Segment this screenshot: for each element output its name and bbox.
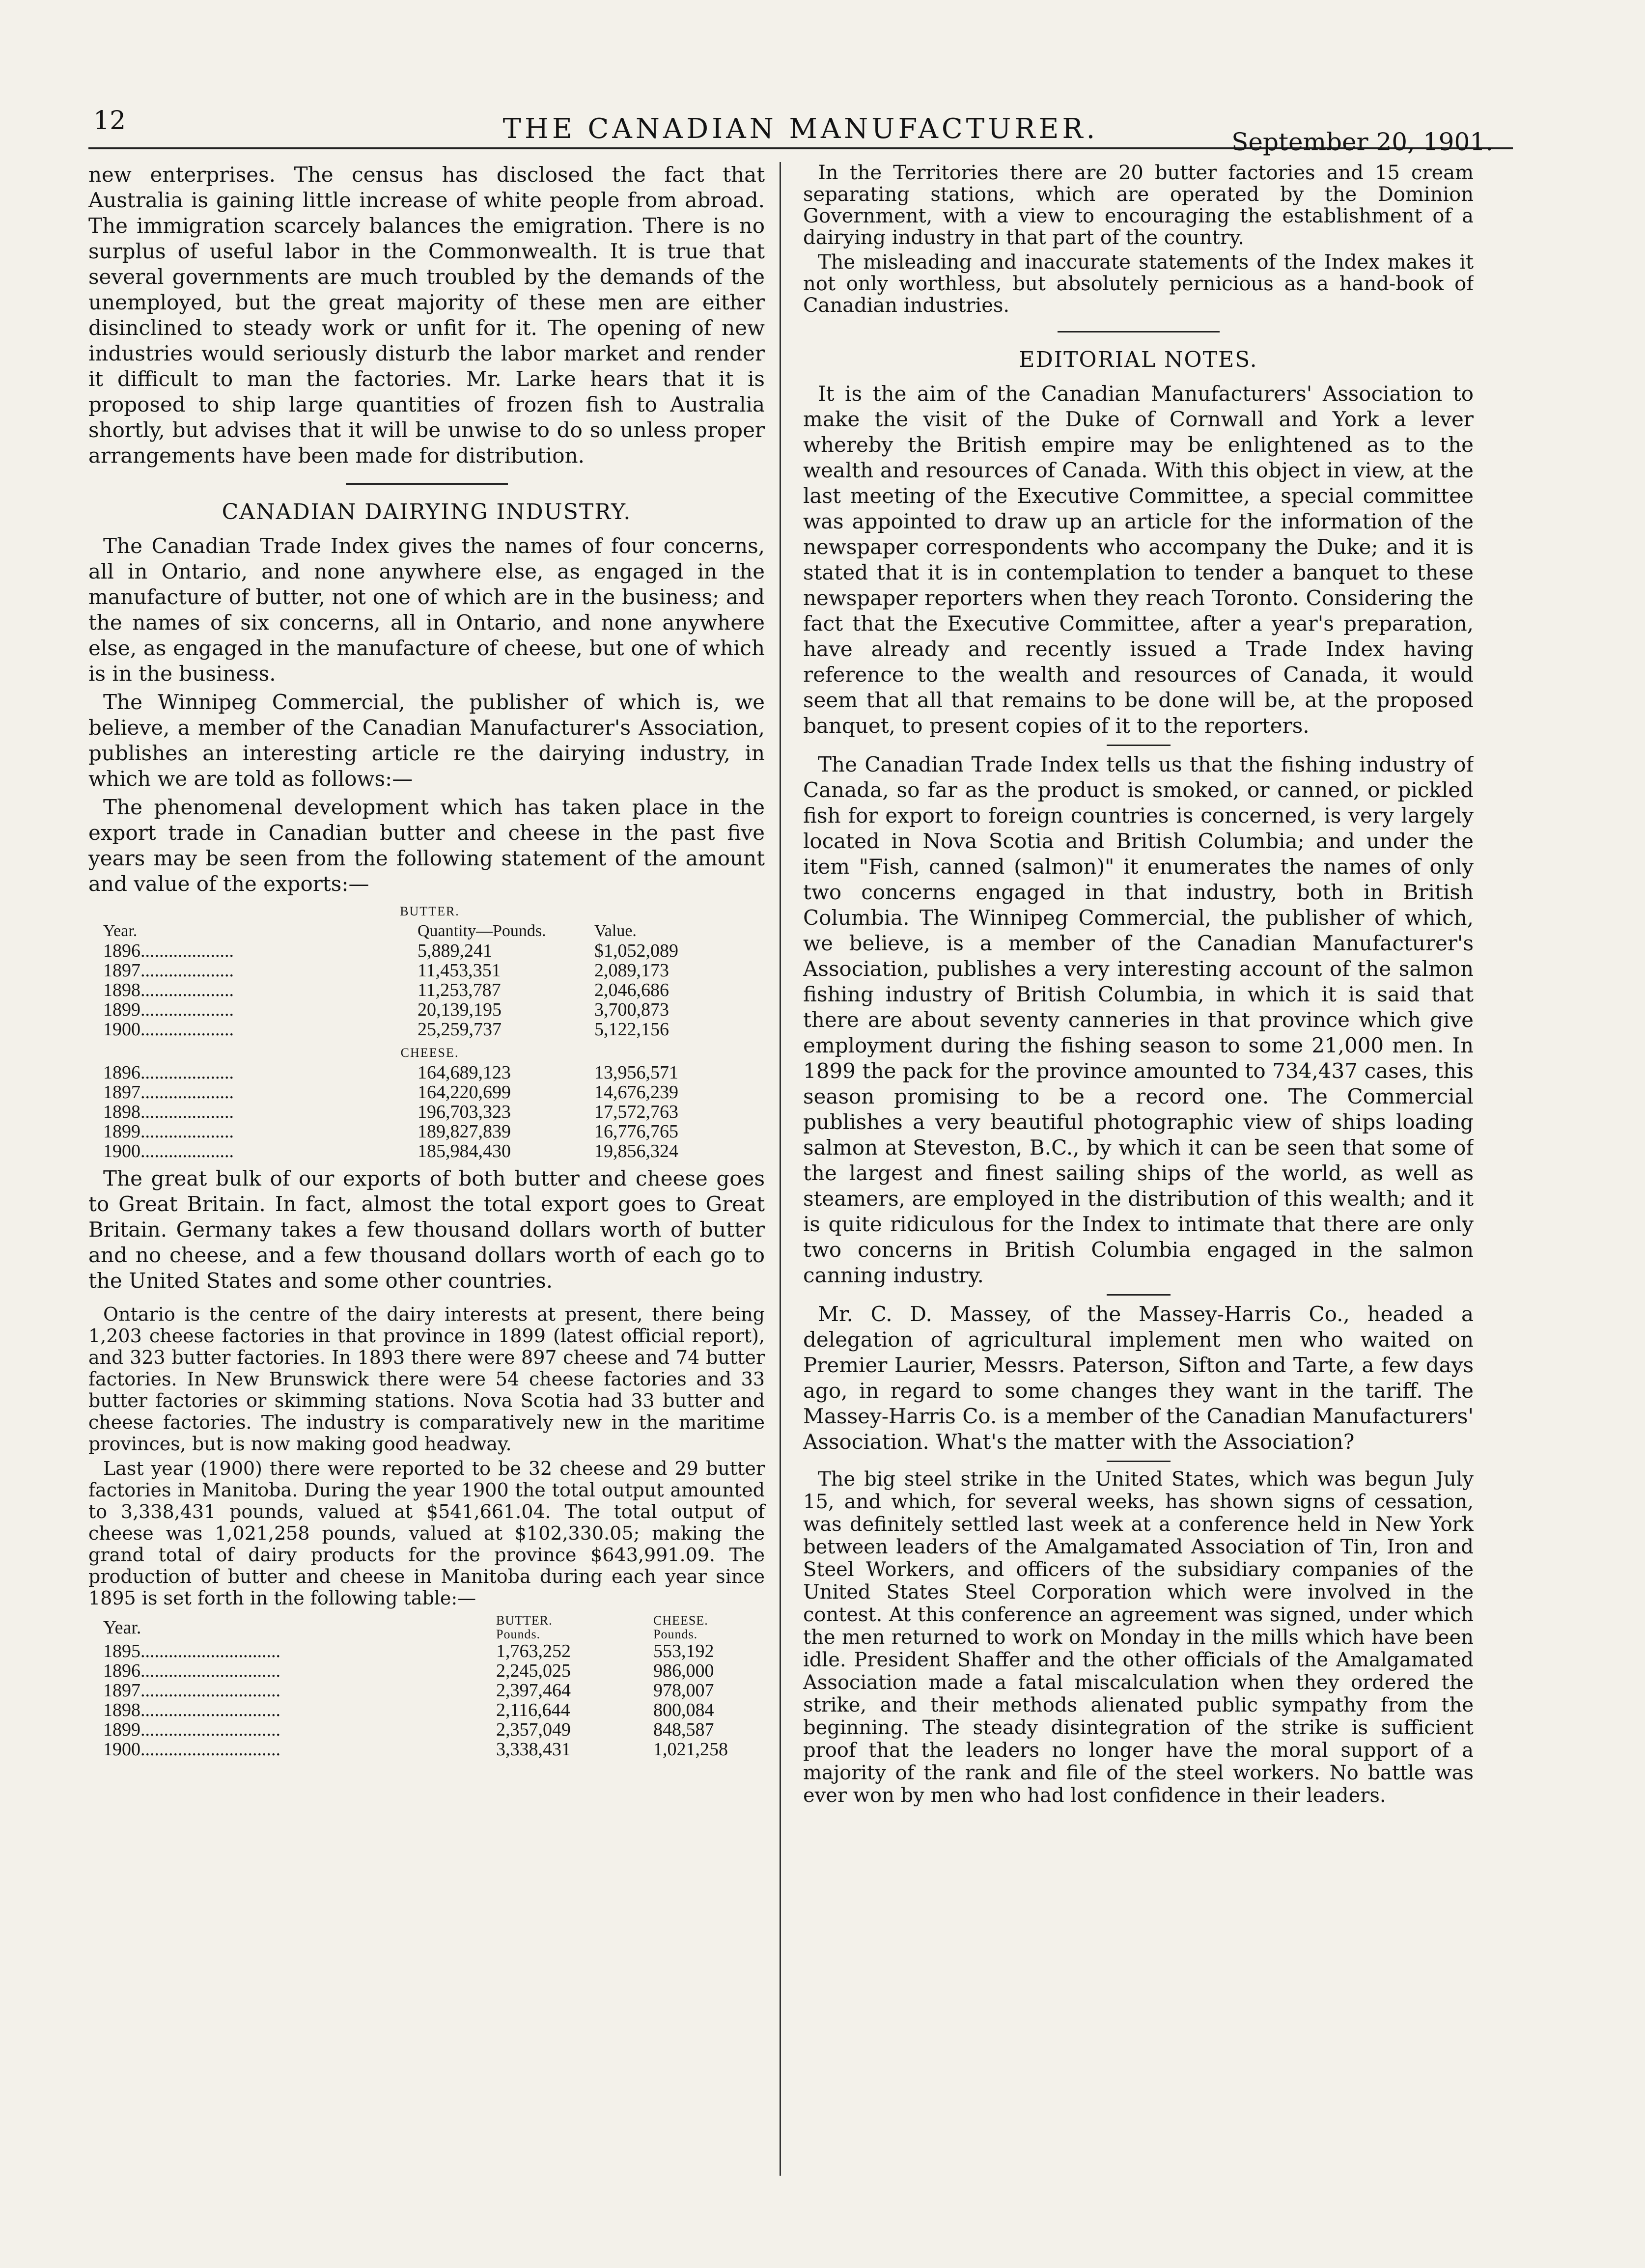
mb-col-cheese: CHEESE. Pounds.: [653, 1613, 708, 1641]
dairy-paragraph-5: Ontario is the centre of the dairy interests at present, there being 1,203 cheese factories in that province in 1899 (latest official report), and 323 butter factories. In 1893 there were 897 cheese and 74 butter factories. In New Brunswick there were 54 cheese factories and 33 butter factories or skimming stations. Nova Scotia had 33 butter and cheese factories. The industry is comparatively new in the maritime provinces, but is now making good headway.: [88, 1303, 765, 1455]
cheese-row-year: 1897....................: [103, 1082, 234, 1103]
manitoba-row: [103, 1641, 756, 1661]
dairy-paragraph-3: The phenomenal development which has taken place in the export trade in Canadian butter and cheese in the past five years may be seen from the following statement of the amount and value of the exports:—: [88, 795, 765, 896]
butter-row-value: 2,089,173: [594, 960, 669, 981]
col-value: Value.: [594, 922, 637, 940]
index-paragraph: The misleading and inaccurate statements of the Index makes it not only worthless, but absolutely pernicious as a hand-book of Canadian industries.: [803, 251, 1474, 317]
cheese-row: [103, 1122, 756, 1141]
manitoba-row-butter: 1,763,252: [496, 1641, 571, 1661]
cheese-row: [103, 1102, 756, 1122]
cheese-caption: CHEESE.: [400, 1046, 459, 1060]
butter-row-qty: 20,139,195: [418, 999, 502, 1020]
cheese-row-qty: 196,703,323: [418, 1102, 511, 1122]
butter-row-qty: 5,889,241: [418, 940, 492, 961]
butter-row: [103, 961, 756, 980]
butter-row-qty: 11,453,351: [418, 960, 501, 981]
dairy-paragraph-6: Last year (1900) there were reported to be 32 cheese and 29 butter factories in Manitoba. During the year 1900 the total output amounted to 3,338,431 pounds, valued at $541,661.04. The total output of cheese was 1,021,258 pounds, valued at $102,330.05; making the grand total of dairy products for the province $643,991.09. The production of butter and cheese in Manitoba during each year since 1895 is set forth in the following table:—: [88, 1458, 765, 1609]
manitoba-row: [103, 1661, 756, 1681]
note-divider: [1107, 745, 1171, 746]
masthead: THE CANADIAN MANUFACTURER.: [502, 113, 1099, 145]
butter-row-value: $1,052,089: [594, 940, 678, 961]
manitoba-row: [103, 1681, 756, 1700]
manitoba-row-butter: 2,357,049: [496, 1719, 571, 1740]
manitoba-row-cheese: 553,192: [653, 1641, 714, 1661]
manitoba-row-butter: 2,245,025: [496, 1660, 571, 1681]
manitoba-row-year: 1898..............................: [103, 1700, 280, 1720]
manitoba-row: [103, 1700, 756, 1720]
notes-divider: [1058, 331, 1220, 332]
dairy-paragraph-2: The Winnipeg Commercial, the publisher of which is, we believe, a member of the Canadian Manufacturer's Association, publishes an interesting article re the dairying industry, in which we are told as follows:—: [88, 690, 765, 791]
manitoba-row-butter: 3,338,431: [496, 1739, 571, 1760]
manitoba-row: [103, 1720, 756, 1740]
page-header: [88, 98, 1513, 156]
manitoba-row-butter: 2,116,644: [496, 1700, 570, 1720]
col-quantity: Quantity—Pounds.: [418, 922, 546, 940]
manitoba-row-year: 1897..............................: [103, 1680, 280, 1701]
dairying-title: CANADIAN DAIRYING INDUSTRY.: [222, 499, 632, 525]
manitoba-table: [103, 1614, 756, 1759]
butter-caption: BUTTER.: [400, 904, 460, 918]
manitoba-row-cheese: 1,021,258: [653, 1739, 728, 1760]
butter-row-value: 2,046,686: [594, 980, 669, 1000]
manitoba-row-cheese: 800,084: [653, 1700, 714, 1720]
note-divider: [1107, 1461, 1171, 1462]
mb-col-year: Year.: [103, 1617, 141, 1638]
butter-row-qty: 11,253,787: [418, 980, 501, 1000]
cheese-row: [103, 1063, 756, 1082]
editorial-notes-title: EDITORIAL NOTES.: [1019, 347, 1258, 372]
butter-row-year: 1900....................: [103, 1019, 234, 1040]
cheese-row-value: 19,856,324: [594, 1141, 678, 1162]
cheese-row-qty: 164,689,123: [418, 1062, 511, 1083]
cheese-row-value: 17,572,763: [594, 1102, 678, 1122]
cheese-row-year: 1898....................: [103, 1102, 234, 1122]
butter-row-value: 3,700,873: [594, 999, 669, 1020]
cheese-row-value: 14,676,239: [594, 1082, 678, 1103]
manitoba-row-year: 1896..............................: [103, 1660, 280, 1681]
cheese-row-year: 1899....................: [103, 1121, 234, 1142]
note-steel-strike: The big steel strike in the United States, which was begun July 15, and which, for several weeks, has shown signs of cessation, was definitely settled last week at a conference held in New York between leaders of the Amalgamated Association of Tin, Iron and Steel Workers, and officers of the subsidiary companies of the United States Steel Corporation which were involved in the contest. At this conference an agreement was signed, under which the men returned to work on Monday in the mills which have been idle. President Shaffer and the other officials of the Amalgamated Association made a fatal miscalculation when they ordered the strike, and their methods alienated public sympathy from the beginning. The steady disintegration of the strike is sufficient proof that the leaders no longer have the moral support of a majority of the rank and file of the steel workers. No battle was ever won by men who had lost confidence in their leaders.: [803, 1468, 1474, 1807]
butter-row: [103, 980, 756, 1000]
manitoba-row-year: 1899..............................: [103, 1719, 280, 1740]
cheese-row-qty: 164,220,699: [418, 1082, 511, 1103]
mb-col-butter: BUTTER. Pounds.: [496, 1613, 553, 1641]
territories-paragraph: In the Territories there are 20 butter factories and 15 cream separating stations, which are operated by the Dominion Government, with a view to encouraging the establishment of a dairying industry in that part of the country.: [803, 162, 1474, 249]
page-number: 12: [93, 106, 126, 136]
cheese-row-qty: 189,827,839: [418, 1121, 511, 1142]
cheese-row-value: 16,776,765: [594, 1121, 678, 1142]
right-column: [781, 162, 1474, 2176]
butter-row-year: 1898....................: [103, 980, 234, 1000]
manitoba-row-year: 1900..............................: [103, 1739, 280, 1760]
issue-date: September 20, 1901.: [1231, 128, 1493, 156]
dairy-paragraph-1: The Canadian Trade Index gives the names of four concerns, all in Ontario, and none anywhere else, as engaged in the manufacture of butter, not one of which are in the business; and the names of six concerns, all in Ontario, and none anywhere else, as engaged in the manufacture of cheese, but one of which is in the business.: [88, 534, 765, 686]
butter-row-year: 1899....................: [103, 999, 234, 1020]
manitoba-row-year: 1895..............................: [103, 1641, 280, 1661]
left-column: [88, 162, 781, 2176]
cheese-row-value: 13,956,571: [594, 1062, 678, 1083]
cheese-row: [103, 1082, 756, 1102]
manitoba-row-cheese: 978,007: [653, 1680, 714, 1701]
col-year: Year.: [103, 922, 138, 940]
butter-row-year: 1896....................: [103, 940, 234, 961]
note-duke-visit: It is the aim of the Canadian Manufacturers' Association to make the visit of the Duke of Cornwall and York a lever whereby the British empire may be enlightened as to the wealth and resources of Canada. With this object in view, at the last meeting of the Executive Committee, a special committee was appointed to draw up an article for the information of the newspaper correspondents who accompany the Duke; and it is stated that it is in contemplation to tender a banquet to these newspaper reporters when they reach Toronto. Considering the fact that the Executive Committee, after a year's preparation, have already and recently issued a Trade Index having reference to the wealth and resources of Canada, it would seem that all that remains to be done will be, at the proposed banquet, to present copies of it to the reporters.: [803, 382, 1474, 738]
section-divider: [346, 483, 508, 485]
export-table: [103, 902, 756, 1161]
cheese-row: [103, 1141, 756, 1161]
continued-paragraph: new enterprises. The census has disclosed the fact that Australia is gaining little increase of white people from abroad. The immigration scarcely balances the emigration. There is no surplus of useful labor in the Commonwealth. It is true that several governments are much troubled by the demands of the unemployed, but the great majority of these men are either disinclined to steady work or unfit for it. The opening of new industries would seriously disturb the labor market and render it difficult to man the factories. Mr. Larke hears that it is proposed to ship large quantities of frozen fish to Australia shortly, but advises that it will be unwise to do so unless proper arrangements have been made for distribution.: [88, 163, 765, 468]
cheese-row-qty: 185,984,430: [418, 1141, 511, 1162]
manitoba-row: [103, 1740, 756, 1759]
note-fishing: The Canadian Trade Index tells us that the fishing industry of Canada, so far as the product is smoked, or canned, or pickled fish for export to foreign countries is concerned, is very largely located in Nova Scotia and British Columbia; and under the item "Fish, canned (salmon)" it enumerates the names of only two concerns engaged in that industry, both in British Columbia. The Winnipeg Commercial, the publisher of which, we believe, is a member of the Canadian Manufacturer's Association, publishes a very interesting account of the salmon fishing industry of British Columbia, in which it is said that there are about seventy canneries in that province which give employment during the fishing season to some 21,000 men. In 1899 the pack for the province amounted to 734,437 cases, this season promising to be a record one. The Commercial publishes a very beautiful photographic view of ships loading salmon at Steveston, B.C., by which it can be seen that some of the largest and finest sailing ships of the world, as well as steamers, are employed in the distribution of this wealth; and it is quite ridiculous for the Index to intimate that there are only two concerns in British Columbia engaged in the salmon canning industry.: [803, 752, 1474, 1287]
manitoba-row-butter: 2,397,464: [496, 1680, 571, 1701]
note-divider: [1107, 1294, 1171, 1296]
note-massey: Mr. C. D. Massey, of the Massey-Harris Co., headed a delegation of agricultural implement men who waited on Premier Laurier, Messrs. Paterson, Sifton and Tarte, a few days ago, in regard to some changes they want in the tariff. The Massey-Harris Co. is a member of the Canadian Manufacturers' Association. What's the matter with the Association?: [803, 1302, 1474, 1454]
butter-row: [103, 941, 756, 961]
cheese-row-year: 1896....................: [103, 1062, 234, 1083]
newspaper-page: [88, 98, 1513, 2190]
butter-row-value: 5,122,156: [594, 1019, 669, 1040]
butter-row: [103, 1000, 756, 1020]
butter-row-qty: 25,259,737: [418, 1019, 502, 1040]
manitoba-row-cheese: 986,000: [653, 1660, 714, 1681]
butter-row: [103, 1020, 756, 1039]
cheese-row-year: 1900....................: [103, 1141, 234, 1162]
manitoba-row-cheese: 848,587: [653, 1719, 714, 1740]
dairy-paragraph-4: The great bulk of our exports of both butter and cheese goes to Great Britain. In fact, almost the total export goes to Great Britain. Germany takes a few thousand dollars worth of butter and no cheese, and a few thousand dollars worth of each go to the United States and some other countries.: [88, 1166, 765, 1293]
butter-row-year: 1897....................: [103, 960, 234, 981]
article-columns: [88, 162, 1513, 2176]
